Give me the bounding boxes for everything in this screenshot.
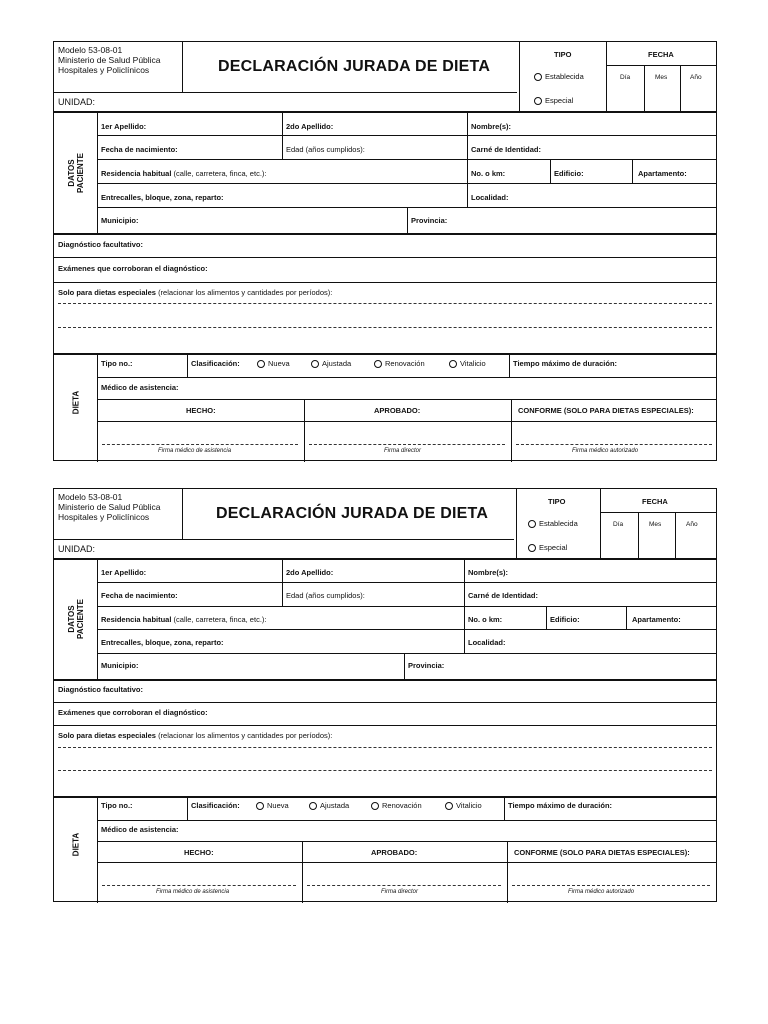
examenes-field[interactable]: Exámenes que corroboran el diagnóstico: [58, 264, 208, 273]
aprobado-label: APROBADO: [374, 406, 421, 415]
radio-icon [311, 360, 319, 368]
no-km-field[interactable]: No. o km: [468, 615, 503, 624]
tipo-label: TIPO [554, 50, 572, 59]
residencia-field[interactable]: Residencia habitual (calle, carretera, finca, etc.): [101, 169, 267, 178]
tipo-label: TIPO [548, 497, 566, 506]
form-model-label: Modelo 53-08-01 [58, 492, 123, 502]
fecha-dia-label: Día [613, 521, 624, 528]
localidad-field[interactable]: Localidad: [468, 638, 506, 647]
hecho-label: HECHO: [184, 848, 214, 857]
aprobado-label: APROBADO: [371, 848, 418, 857]
ministry-label: Ministerio de Salud Pública [58, 502, 161, 512]
medico-field[interactable]: Médico de asistencia: [101, 383, 179, 392]
hospitals-label: Hospitales y Policlínicos [58, 65, 150, 75]
radio-icon [445, 802, 453, 810]
provincia-field[interactable]: Provincia: [408, 661, 445, 670]
ajustada-option[interactable]: Ajustada [311, 359, 351, 368]
diagnostico-field[interactable]: Diagnóstico facultativo: [58, 685, 144, 694]
dieta-form-1 [53, 41, 717, 461]
clasificacion-label: Clasificación: [191, 359, 240, 368]
dietas-especiales-field[interactable]: Solo para dietas especiales (relacionar los alimentos y cantidades por períodos): [58, 288, 333, 297]
radio-icon [449, 360, 457, 368]
form-title: DECLARACIÓN JURADA DE DIETA [218, 58, 491, 75]
edificio-field[interactable]: Edificio: [554, 169, 584, 178]
radio-icon [257, 360, 265, 368]
apartamento-field[interactable]: Apartamento: [638, 169, 687, 178]
apellido1-field[interactable]: 1er Apellido: [101, 122, 147, 131]
apartamento-field[interactable]: Apartamento: [632, 615, 681, 624]
fecha-mes-label: Mes [655, 74, 668, 81]
unidad-field[interactable]: UNIDAD: [58, 97, 96, 107]
form-model-label: Modelo 53-08-01 [58, 45, 123, 55]
medico-field[interactable]: Médico de asistencia: [101, 825, 179, 834]
clasificacion-label: Clasificación: [191, 801, 240, 810]
firma-asistencia-line[interactable] [102, 444, 298, 445]
renovacion-option[interactable]: Renovación [374, 359, 425, 368]
dieta-section-label: DIETA [71, 832, 81, 857]
apellido2-field[interactable]: 2do Apellido: [286, 568, 334, 577]
firma-autorizado-caption: Firma médico autorizado [568, 889, 635, 895]
fecha-nacimiento-field[interactable]: Fecha de nacimiento: [101, 591, 178, 600]
tipo-no-field[interactable]: Tipo no.: [101, 359, 133, 368]
municipio-field[interactable]: Municipio: [101, 216, 139, 225]
municipio-field[interactable]: Municipio: [101, 661, 139, 670]
nueva-option[interactable]: Nueva [257, 359, 290, 368]
vitalicio-option[interactable]: Vitalicio [445, 801, 482, 810]
residencia-field[interactable]: Residencia habitual (calle, carretera, finca, etc.): [101, 615, 267, 624]
dieta-section-label: DIETA [71, 390, 81, 415]
fecha-dia-label: Día [620, 74, 631, 81]
apellido2-field[interactable]: 2do Apellido: [286, 122, 334, 131]
unidad-field[interactable]: UNIDAD: [58, 544, 96, 554]
provincia-field[interactable]: Provincia: [411, 216, 448, 225]
no-km-field[interactable]: No. o km: [471, 169, 506, 178]
hecho-label: HECHO: [186, 406, 216, 415]
radio-icon [256, 802, 264, 810]
fecha-label: FECHA [642, 497, 668, 506]
vitalicio-option[interactable]: Vitalicio [449, 359, 486, 368]
radio-icon [309, 802, 317, 810]
tipo-establecida-option[interactable]: Establecida [528, 519, 578, 528]
firma-director-line[interactable] [307, 885, 501, 886]
edificio-field[interactable]: Edificio: [550, 615, 580, 624]
tipo-especial-option[interactable]: Especial [534, 96, 573, 105]
datos-paciente-label: DATOS PACIENTE [67, 153, 85, 193]
tipo-especial-option[interactable]: Especial [528, 543, 567, 552]
radio-icon [374, 360, 382, 368]
nombres-field[interactable]: Nombre(s): [471, 122, 512, 131]
dieta-form-2 [53, 488, 717, 902]
firma-director-line[interactable] [309, 444, 505, 445]
radio-icon [534, 73, 542, 81]
firma-asistencia-caption: Firma médico de asistencia [158, 448, 232, 454]
hospitals-label: Hospitales y Policlínicos [58, 512, 150, 522]
conforme-label: CONFORME (SOLO PARA DIETAS ESPECIALES): [514, 848, 690, 857]
edad-field[interactable]: Edad (años cumplidos): [286, 145, 365, 154]
ajustada-option[interactable]: Ajustada [309, 801, 349, 810]
firma-asistencia-line[interactable] [102, 885, 296, 886]
dietas-especiales-field[interactable]: Solo para dietas especiales (relacionar los alimentos y cantidades por períodos): [58, 731, 333, 740]
radio-icon [528, 544, 536, 552]
firma-asistencia-caption: Firma médico de asistencia [156, 889, 230, 895]
firma-director-caption: Firma director [381, 889, 419, 895]
entrecalles-field[interactable]: Entrecalles, bloque, zona, reparto: [101, 193, 224, 202]
localidad-field[interactable]: Localidad: [471, 193, 509, 202]
fecha-label: FECHA [648, 50, 674, 59]
fecha-ano-label: Año [690, 74, 702, 81]
examenes-field[interactable]: Exámenes que corroboran el diagnóstico: [58, 708, 208, 717]
nombres-field[interactable]: Nombre(s): [468, 568, 509, 577]
radio-icon [371, 802, 379, 810]
tiempo-field[interactable]: Tiempo máximo de duración: [508, 801, 613, 810]
datos-paciente-label: DATOS PACIENTE [67, 599, 85, 639]
conforme-label: CONFORME (SOLO PARA DIETAS ESPECIALES): [518, 406, 694, 415]
firma-autorizado-line[interactable] [512, 885, 710, 886]
radio-icon [528, 520, 536, 528]
tipo-establecida-option[interactable]: Establecida [534, 72, 584, 81]
fecha-mes-label: Mes [649, 521, 662, 528]
fecha-ano-label: Año [686, 521, 698, 528]
apellido1-field[interactable]: 1er Apellido: [101, 568, 147, 577]
firma-autorizado-caption: Firma médico autorizado [572, 448, 639, 454]
diagnostico-field[interactable]: Diagnóstico facultativo: [58, 240, 144, 249]
tiempo-field[interactable]: Tiempo máximo de duración: [513, 359, 618, 368]
firma-autorizado-line[interactable] [516, 444, 712, 445]
tipo-no-field[interactable]: Tipo no.: [101, 801, 133, 810]
carne-field[interactable]: Carné de Identidad: [468, 591, 539, 600]
entrecalles-field[interactable]: Entrecalles, bloque, zona, reparto: [101, 638, 224, 647]
renovacion-option[interactable]: Renovación [371, 801, 422, 810]
edad-field[interactable]: Edad (años cumplidos): [286, 591, 365, 600]
ministry-label: Ministerio de Salud Pública [58, 55, 161, 65]
form-title: DECLARACIÓN JURADA DE DIETA [216, 505, 489, 522]
fecha-nacimiento-field[interactable]: Fecha de nacimiento: [101, 145, 178, 154]
carne-field[interactable]: Carné de Identidad: [471, 145, 542, 154]
firma-director-caption: Firma director [384, 448, 422, 454]
radio-icon [534, 97, 542, 105]
nueva-option[interactable]: Nueva [256, 801, 289, 810]
